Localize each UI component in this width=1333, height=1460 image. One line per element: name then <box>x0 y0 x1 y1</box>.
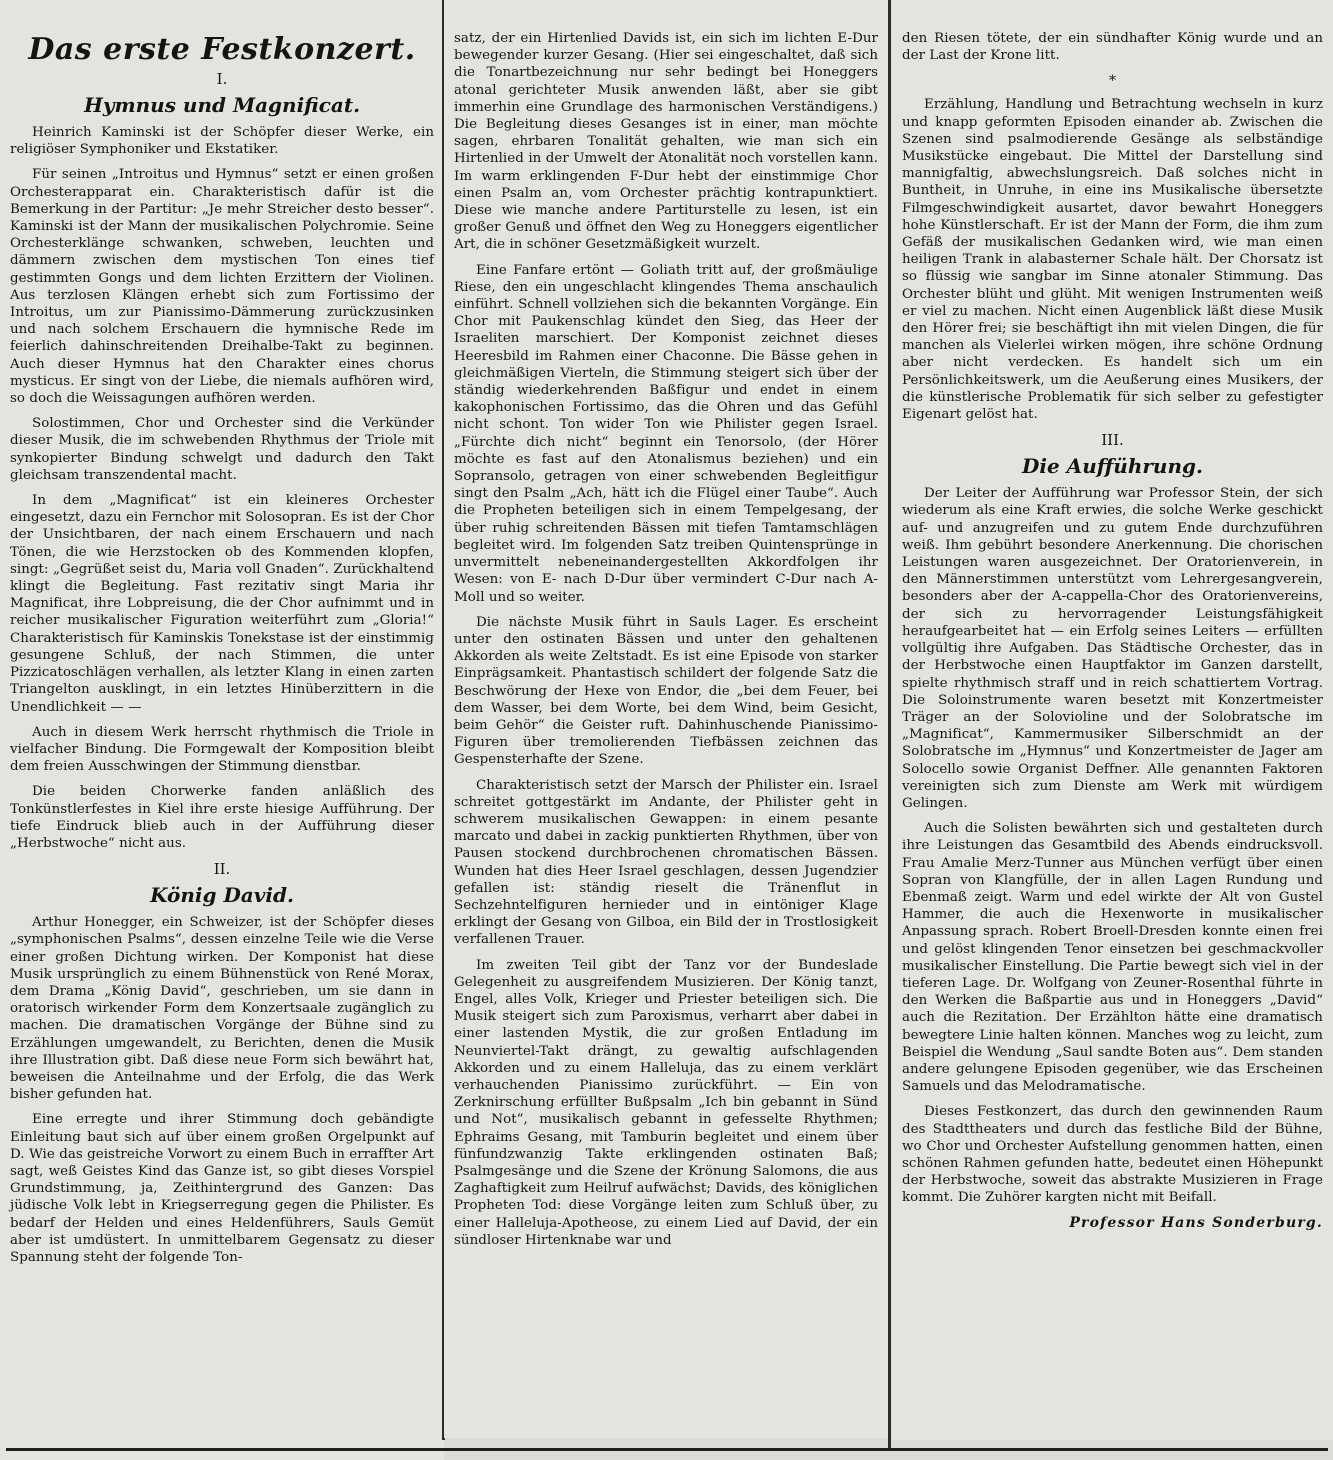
paragraph: Charakteristisch setzt der Marsch der Philister ein. Israel schreitet gottgestärkt im Andante, der Philister geht in schwerem musikalischen Gewappen: in einem pesante marcato und dabei in zackig punktierten Rhythmen, über von Pausen stockend durchbrochenen chromatischen Bässen. Wunden hat dies Heer Israel geschlagen, dessen Jugendzier gefallen ist: ständig rieselt die Tränenflut in Sechzehntelfiguren hernieder und in eintöniger Klage erklingt der Gesang von Gilboa, ein Bild der in Trostlosigkeit verfallenen Trauer. <box>454 777 878 948</box>
section-ii-numeral: II. <box>213 860 231 879</box>
section-i-heading: Hymnus und Magnificat. <box>83 93 361 117</box>
paragraph: Die nächste Musik führt in Sauls Lager. Es erscheint unter den ostinaten Bässen und unter den gehaltenen Akkorden als weite Zeltstadt. Es ist eine Episode von starker Einprägsamkeit. Phantastisch schildert der folgende Satz die Beschwörung der Hexe von Endor, die „bei dem Feuer, bei dem Wasser, bei dem Worte, bei dem Wind, beim Gesicht, beim Gehör“ die Geister ruft. Dahinhuschende Pianissimo-Figuren über tremolierenden Tiefbässen zeichnen das Gespensterhafte der Szene. <box>454 614 878 768</box>
paragraph: Heinrich Kaminski ist der Schöpfer dieser Werke, ein religiöser Symphoniker und Ekstatiker. <box>10 125 434 158</box>
column-3 <box>892 0 1333 1440</box>
paragraph: In dem „Magnificat“ ist ein kleineres Orchester eingesetzt, dazu ein Fernchor mit Solosopran. Es ist der Chor der Unsichtbaren, der nach einem Erschauern und nach Tönen, die wie Herzstocken ob des Kommenden klopfen, singt: „Gegrüßet seist du, Maria voll Gnaden“. Zurückhaltend klingt die Begleitung. Fast rezitativ singt Maria ihr Magnificat, ihre Lobpreisung, die der Chor aufnimmt und in reicher musikalischer Figuration weiterführt zum „Gloria!“ Charakteristisch für Kaminskis Tonekstase ist der einstimmig gesungene Schluß, der nach Stimmen, die unter Pizzicatoschlägen verhallen, als letzter Klang in einen zarten Triangelton ausklingt, in ein letztes Hinüberzittern in die Unendlichkeit — — <box>10 493 434 715</box>
author-signature: Professor Hans Sonderburg. <box>1069 1214 1323 1231</box>
paragraph: den Riesen tötete, der ein sündhafter König wurde und an der Last der Krone litt. <box>902 31 1323 64</box>
section-ii-heading: König David. <box>150 883 294 908</box>
paragraph: Für seinen „Introitus und Hymnus“ setzt er einen großen Orchesterapparat ein. Charakteristisch dafür ist die Bemerkung in der Partitur: „Je mehr Streicher desto besser“. Kaminski ist der Mann der musikalischen Polychromie. Seine Orchesterklänge schwanken, schweben, leuchten und dämmern zwischen dem mystischen Ton eines tief gestimmten Gongs und dem lichten Erzittern der Violinen. Aus terzlosen Klängen erhebt sich zum Fortissimo der Introitus, um zur Pianissimo-Dämmerung zurückzusinken und nach solchem Erschauern die hymnische Rede im feierlich dahinschreitenden Dreihalbe-Takt zu beginnen. Auch dieser Hymnus hat den Charakter eines chorus mysticus. Er singt von der Liebe, die niemals aufhören wird, so doch die Weissagungen aufhören werden. <box>10 167 434 407</box>
paragraph: Dieses Festkonzert, das durch den gewinnenden Raum des Stadttheaters und durch das festliche Bild der Bühne, wo Chor und Orchester Aufstellung genommen hatten, einen schönen Rahmen gefunden hatte, bedeutet einen Höhepunkt der Herbstwoche, soweit das abstrakte Musizieren in Frage kommt. Die Zuhörer kargten nicht mit Beifall. <box>902 1104 1323 1206</box>
paragraph: Auch die Solisten bewährten sich und gestalteten durch ihre Leistungen das Gesamtbild des Abends eindrucksvoll. Frau Amalie Merz-Tunner aus München verfügt über einen Sopran von Klangfülle, der in allen Lagen Rundung und Ebenmaß zeigt. Warm und edel wirkte der Alt von Gustel Hammer, die auch die Hexenworte in musikalischer Anpassung sprach. Robert Broell-Dresden konnte einen frei und gelöst klingenden Tenor einsetzen bei geschmackvoller musikalischer Einstellung. Die Partie bewegt sich viel in der tieferen Lage. Dr. Wolfgang von Zeuner-Rosenthal führte in den Werken die Baßpartie aus und in Honeggers „David“ auch die Rezitation. Der Erzählton hätte eine dramatisch bewegtere Linie halten können. Manches wog zu leicht, zum Beispiel die Wendung „Saul sandte Boten aus“. Dem standen andere gelungene Episoden gegenüber, wie das Erscheinen Samuels und das Melodramatische. <box>902 821 1323 1095</box>
paragraph: Der Leiter der Aufführung war Professor Stein, der sich wiederum als eine Kraft erwies, die solche Werke geschickt auf- und anzugreifen und zu gutem Ende durchzuführen weiß. Ihm gebührt besondere Anerkennung. Die chorischen Leistungen waren ausgezeichnet. Der Oratorienverein, in den Männerstimmen unterstützt vom Lehrergesangverein, besonders aber der A-cappella-Chor des Oratorienvereins, der sich zu hervorragender Leistungsfähigkeit heraufgearbeitet hat — ein Erfolg seines Leiters — erfüllten vollgültig ihre Aufgaben. Das Städtische Orchester, das in der Herbstwoche einen Hauptfaktor im Ganzen darstellt, spielte rhythmisch straff und in reich schattiertem Vortrag. Die Soloinstrumente waren besetzt mit Konzertmeister Träger an der Solovioline und der Solobratsche im „Magnificat“, Kammermusiker Silberschmidt an der Solobratsche im „Hymnus“ und Konzertmeister de Jager am Solocello sowie Organist Deffner. Alle genannten Faktoren vereinigten sich zum Dienste am Werk mit würdigem Gelingen. <box>902 486 1323 811</box>
section-iii-numeral: III. <box>1101 431 1124 450</box>
column-2 <box>444 0 888 1438</box>
paragraph: Erzählung, Handlung und Betrachtung wechseln in kurz und knapp geformten Episoden einander ab. Zwischen die Szenen sind psalmodierende Gesänge als selbständige Musikstücke eingebaut. Die Mittel der Darstellung sind mannigfaltig, abwechslungsreich. Daß solches nicht in Buntheit, in Unruhe, in eine ins Musikalische übersetzte Filmgeschwindigkeit ausartet, davor bewahrt Honeggers hohe Künstlerschaft. Er ist der Mann der Form, die ihm zum Gefäß der musikalischen Gedanken wird, wie man einen heiligen Trank in alabasterner Schale hält. Der Chorsatz ist so flüssig wie sangbar im Sinne atonaler Stimmung. Das Orchester blüht und glüht. Mit wenigen Instrumenten weiß er viel zu machen. Nicht einen Augenblick läßt diese Musik den Hörer frei; sie beschäftigt ihn mit vielen Dingen, die für manchen als Vielerlei wirken mögen, ihre schöne Ordnung aber nicht verdecken. Es handelt sich um ein Persönlichkeitswerk, um die Aeußerung eines Musikers, der die künstlerische Problematik für sich selber zu gefestigter Eigenart gelöst hat. <box>902 97 1323 423</box>
paragraph: Solostimmen, Chor und Orchester sind die Verkünder dieser Musik, die im schwebenden Rhythmus der Triole mit synkopierter Bindung schwelgt und dadurch den Takt gleichsam transzendental macht. <box>10 416 434 483</box>
section-iii-heading: Die Aufführung. <box>1022 454 1203 479</box>
section-i-numeral: I. <box>216 70 228 88</box>
paragraph: Eine erregte und ihrer Stimmung doch gebändigte Einleitung baut sich auf über einem großen Orgelpunkt auf D. Wie das geistreiche Vorwort zu einem Buch in erraffter Art sagt, weß Geistes Kind das Ganze ist, so gibt dieses Vorspiel Grundstimmung, ja, Zeithintergrund des Ganzen: Das jüdische Volk lebt in Kriegserregung gegen die Philister. Es bedarf der Helden und eines Heldenführers, Sauls Gemüt aber ist umdüstert. In unmittelbarem Gegensatz zu dieser Spannung steht der folgende Ton- <box>10 1112 434 1265</box>
paragraph: Auch in diesem Werk herrscht rhythmisch die Triole in vielfacher Bindung. Die Formgewalt der Komposition bleibt dem freien Ausschwingen der Stimmung dienstbar. <box>10 724 434 775</box>
paragraph: Die beiden Chorwerke fanden anläßlich des Tonkünstlerfestes in Kiel ihre erste hiesige Aufführung. Der tiefe Eindruck blieb auch in der Aufführung dieser „Herbstwoche“ nicht aus. <box>10 784 434 851</box>
column-rule <box>888 0 891 1448</box>
paragraph: satz, der ein Hirtenlied Davids ist, ein sich im lichten E-Dur bewegender kurzer Gesang. (Hier sei eingeschaltet, daß sich die Tonartbezeichnung nur sehr bedingt bei Honeggers atonal gerichteter Musik anwenden läßt, aber sie gibt immerhin eine Grundlage des harmonischen Verständigens.) Die Begleitung dieses Gesanges ist in einer, man möchte sagen, ehrbaren Tonalität gehalten, wie man sich ein Hirtenlied in der Umwelt der Atonalität noch vorstellen kann. Im warm erklingenden F-Dur hebt der einstimmige Chor einen Psalm an, vom Orchester prächtig kontrapunktiert. Diese wie manche andere Partiturstelle zu lesen, ist ein großer Genuß und öffnet den Weg zu Honeggers eigentlicher Art, die in schöner Gesetzmäßigkeit wurzelt. <box>454 31 878 253</box>
column-1 <box>0 0 444 1460</box>
paragraph: Eine Fanfare ertönt — Goliath tritt auf, der großmäulige Riese, den ein ungeschlacht klingendes Thema anschaulich einführt. Schnell vollziehen sich die bekannten Vorgänge. Ein Chor mit Paukenschlag kündet den Sieg, das Heer der Israeliten marschiert. Der Komponist zeichnet dieses Heeresbild im Rahmen einer Chaconne. Die Bässe gehen in gleichmäßigen Vierteln, die Stimmung steigert sich über der ständig wiederkehrenden Baßfigur und endet in einem kakophonischen Fortissimo, das die Ohren und das Gefühl nicht schont. Ton wider Ton wie Philister gegen Israel. „Fürchte dich nicht“ beginnt ein Tenorsolo, (der Hörer möchte es fast auf den Atonalismus beziehen) und ein Sopransolo, getragen von einer schwebenden Begleitfigur singt den Psalm „Ach, hätt ich die Flügel einer Taube“. Auch die Propheten beteiligen sich in einem Tempelgesang, der über ruhig schreitenden Bässen mit tiefen Tamtamschlägen begleitet wird. Im folgenden Satz treiben Quintensprünge in unvermittelt nebeneinandergestellten Akkordfolgen ihr Wesen: von E- nach D-Dur über vermindert C-Dur nach A-Moll und so weiter. <box>454 262 878 605</box>
paragraph: Im zweiten Teil gibt der Tanz vor der Bundeslade Gelegenheit zu ausgreifendem Musizieren. Der König tanzt, Engel, alles Volk, Krieger und Priester beteiligen sich. Die Musik steigert sich zum Paroxismus, verharrt aber dabei in einer lastenden Mystik, die zur großen Entladung im Neunviertel-Takt drängt, zu gewaltig aufschlagenden Akkorden und zu einem Halleluja, das zu einem verklärt verhauchenden Pianissimo zurückführt. — Ein von Zerknirschung erfüllter Bußpsalm „Ich bin gebannt in Sünd und Not“, musikalisch gebannt in gefesselte Rhythmen; Ephraims Gesang, mit Tamburin begleitet und einem über fünfundzwanzig Takte erklingenden ostinaten Baß; Psalmgesänge und die Szene der Krönung Salomons, die aus Zaghaftigkeit zum Heilruf aufwächst; Davids, des königlichen Propheten Tod: diese Vorgänge leiten zum Schluß über, zu einer Halleluja-Apotheose, zu einem Lied auf David, der ein sündloser Hirtenknabe war und <box>454 957 878 1248</box>
article-title: Das erste Festkonzert. <box>28 32 416 67</box>
section-divider-star: * <box>1109 73 1116 90</box>
bottom-rule <box>6 1448 1328 1451</box>
paragraph: Arthur Honegger, ein Schweizer, ist der Schöpfer dieses „symphonischen Psalms“, dessen einzelne Teile wie die Verse einer großen Dichtung wirken. Der Komponist hat diese Musik ursprünglich zu einem Bühnenstück von René Morax, dem Drama „König David“, geschrieben, um sie dann in oratorisch wirkender Form dem Konzertsaale zugänglich zu machen. Die dramatischen Vorgänge der Bühne sind zu Erzählungen umgewandelt, zu Berichten, denen die Musik ihre Illustration gibt. Daß diese neue Form sich bewährt hat, beweisen die Anteilnahme und der Erfolg, die das Werk bisher gefunden hat. <box>10 915 434 1103</box>
